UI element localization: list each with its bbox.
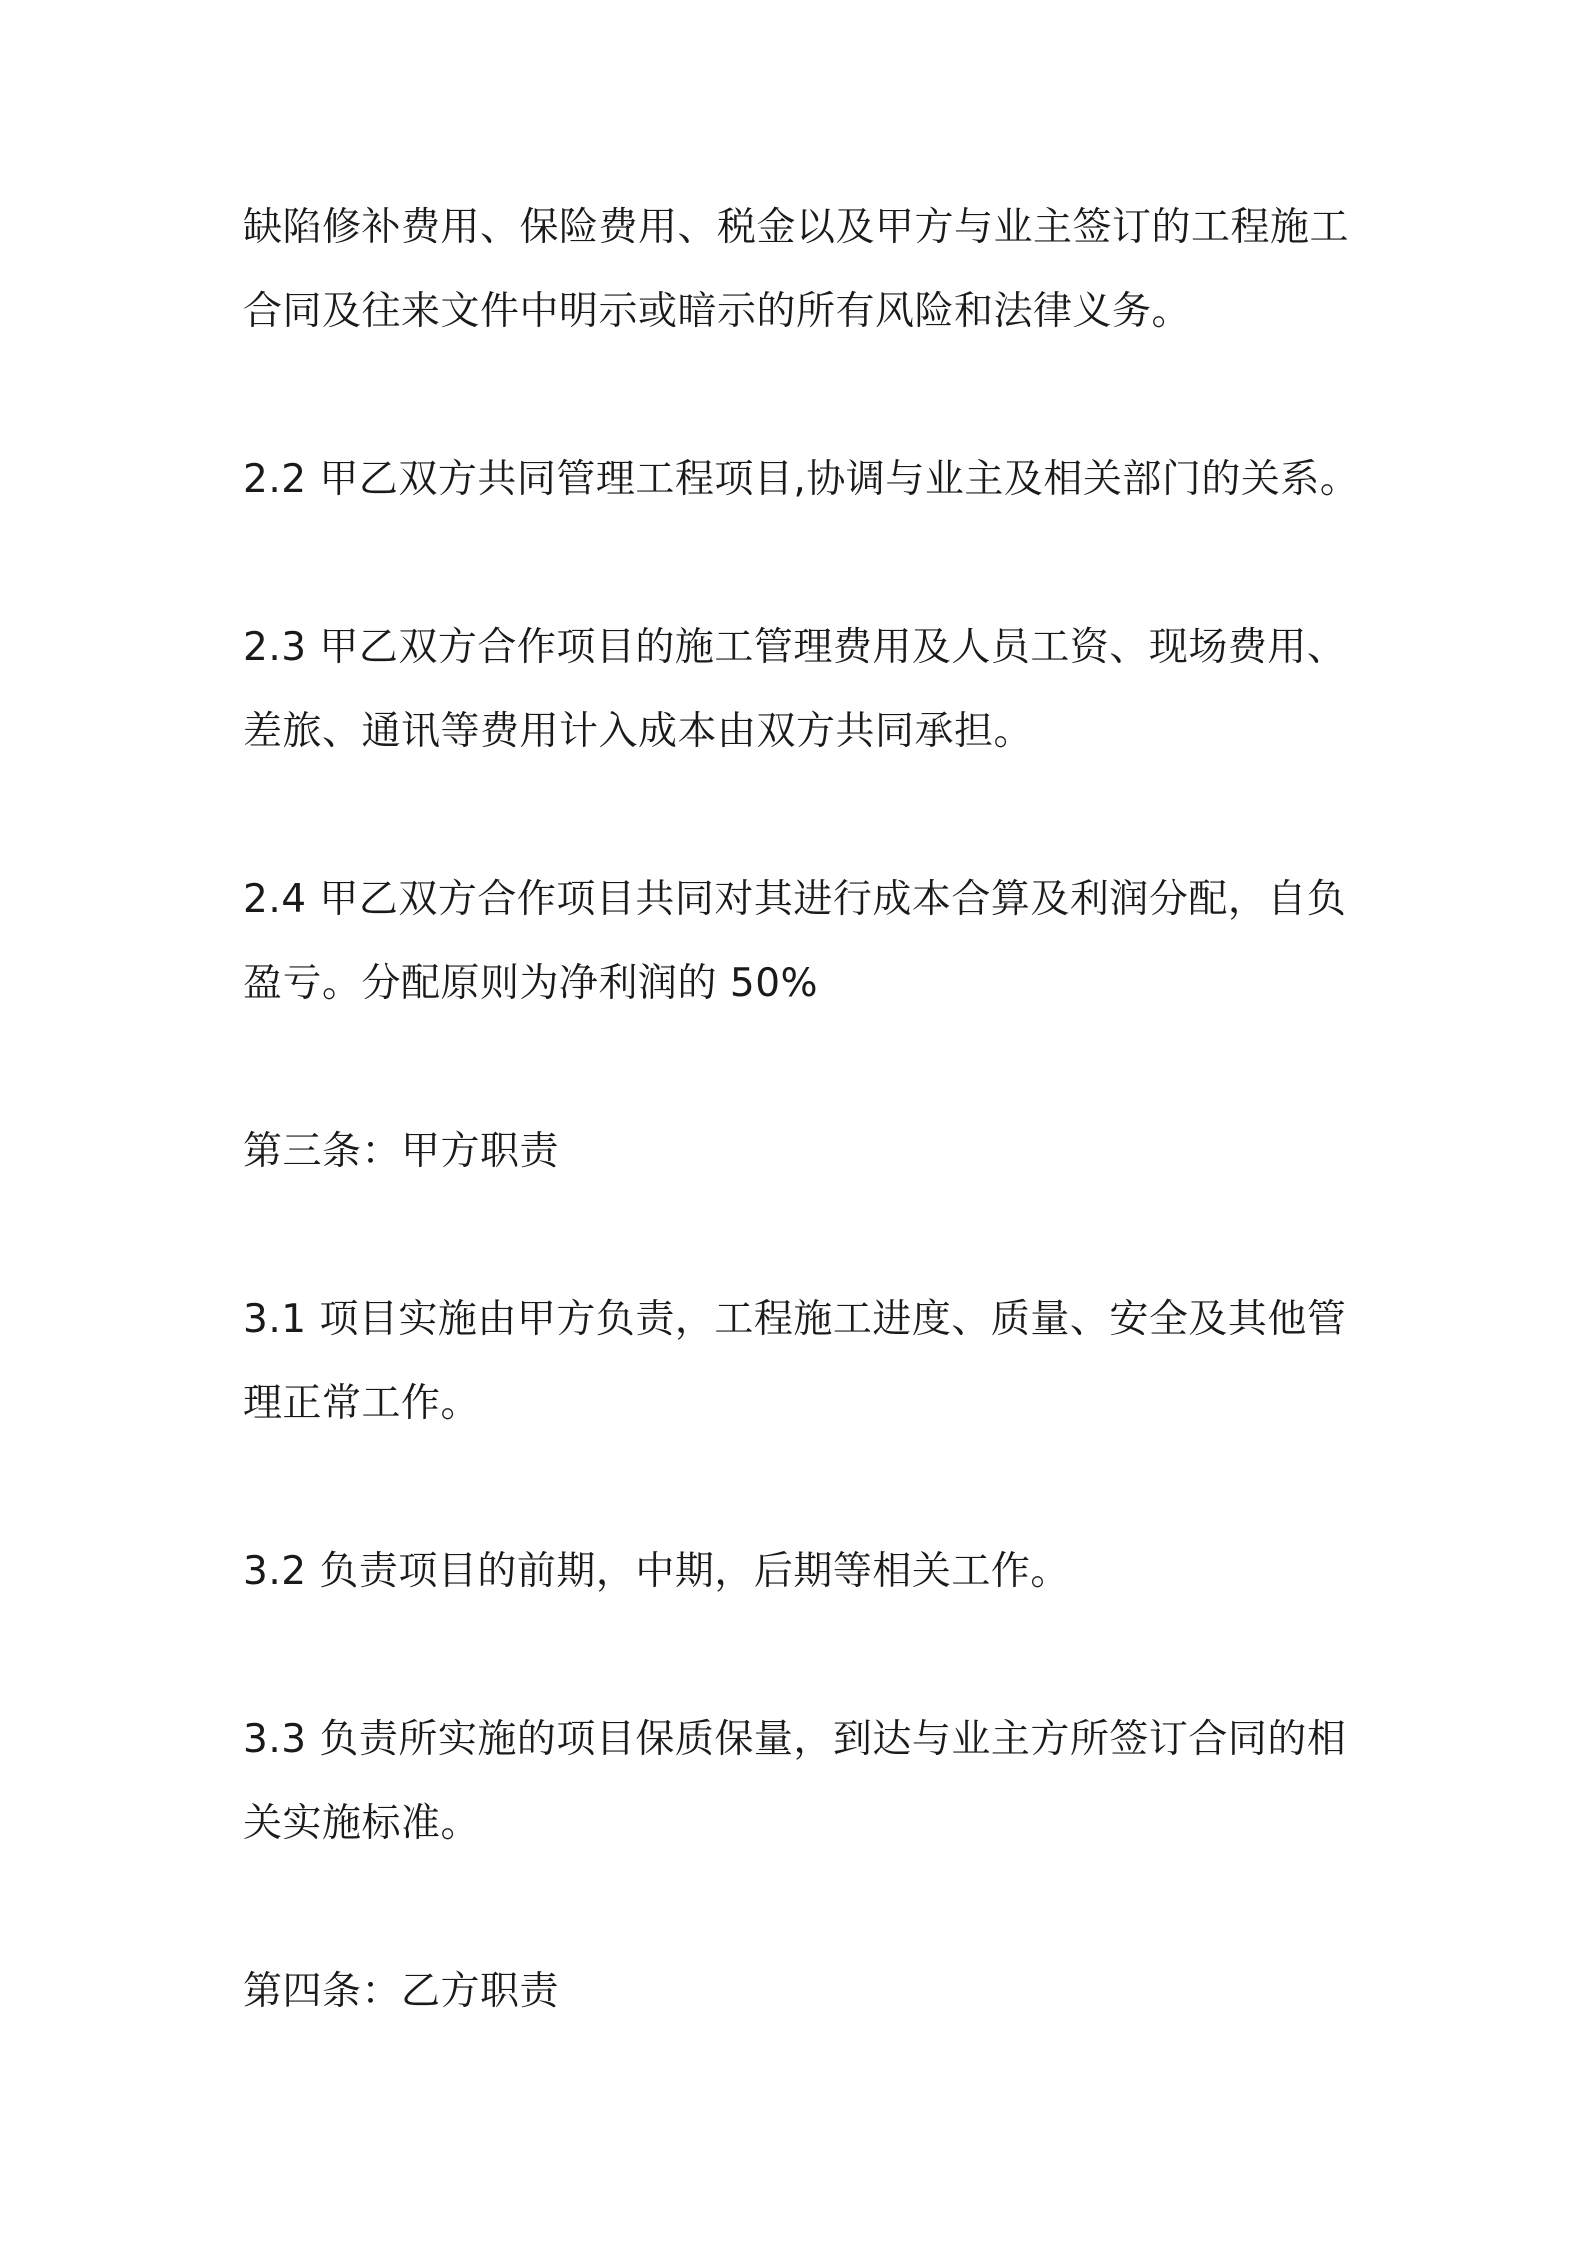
text-line: 理正常工作。 xyxy=(243,1381,481,1426)
paragraph-liability-continued xyxy=(243,186,1363,354)
text-line: 2.2 甲乙双方共同管理工程项目,协调与业主及相关部门的关系。 xyxy=(243,457,1360,502)
text-line: 2.3 甲乙双方合作项目的施工管理费用及人员工资、现场费用、 xyxy=(243,625,1347,670)
paragraph-2-4 xyxy=(243,858,1363,1026)
paragraph-3-1 xyxy=(243,1278,1363,1446)
text-line: 差旅、通讯等费用计入成本由双方共同承担。 xyxy=(243,709,1034,754)
text-line: 3.1 项目实施由甲方负责，工程施工进度、质量、安全及其他管 xyxy=(243,1297,1347,1342)
text-line: 缺陷修补费用、保险费用、税金以及甲方与业主签订的工程施工 xyxy=(243,205,1350,250)
paragraph-2-2 xyxy=(243,438,1363,522)
paragraph-3-2 xyxy=(243,1530,1363,1614)
paragraph-3-3 xyxy=(243,1698,1363,1866)
text-line: 第四条：乙方职责 xyxy=(243,1969,560,2014)
heading-article-4 xyxy=(243,1950,1363,2034)
paragraph-2-3 xyxy=(243,606,1363,774)
text-line: 3.2 负责项目的前期，中期，后期等相关工作。 xyxy=(243,1549,1070,1594)
text-line: 盈亏。分配原则为净利润的 50% xyxy=(243,961,819,1006)
text-line: 3.3 负责所实施的项目保质保量，到达与业主方所签订合同的相 xyxy=(243,1717,1347,1762)
text-line: 2.4 甲乙双方合作项目共同对其进行成本合算及利润分配，自负 xyxy=(243,877,1347,922)
text-line: 关实施标准。 xyxy=(243,1801,481,1846)
text-line: 第三条：甲方职责 xyxy=(243,1129,560,1174)
text-line: 合同及往来文件中明示或暗示的所有风险和法律义务。 xyxy=(243,289,1192,334)
heading-article-3 xyxy=(243,1110,1363,1194)
